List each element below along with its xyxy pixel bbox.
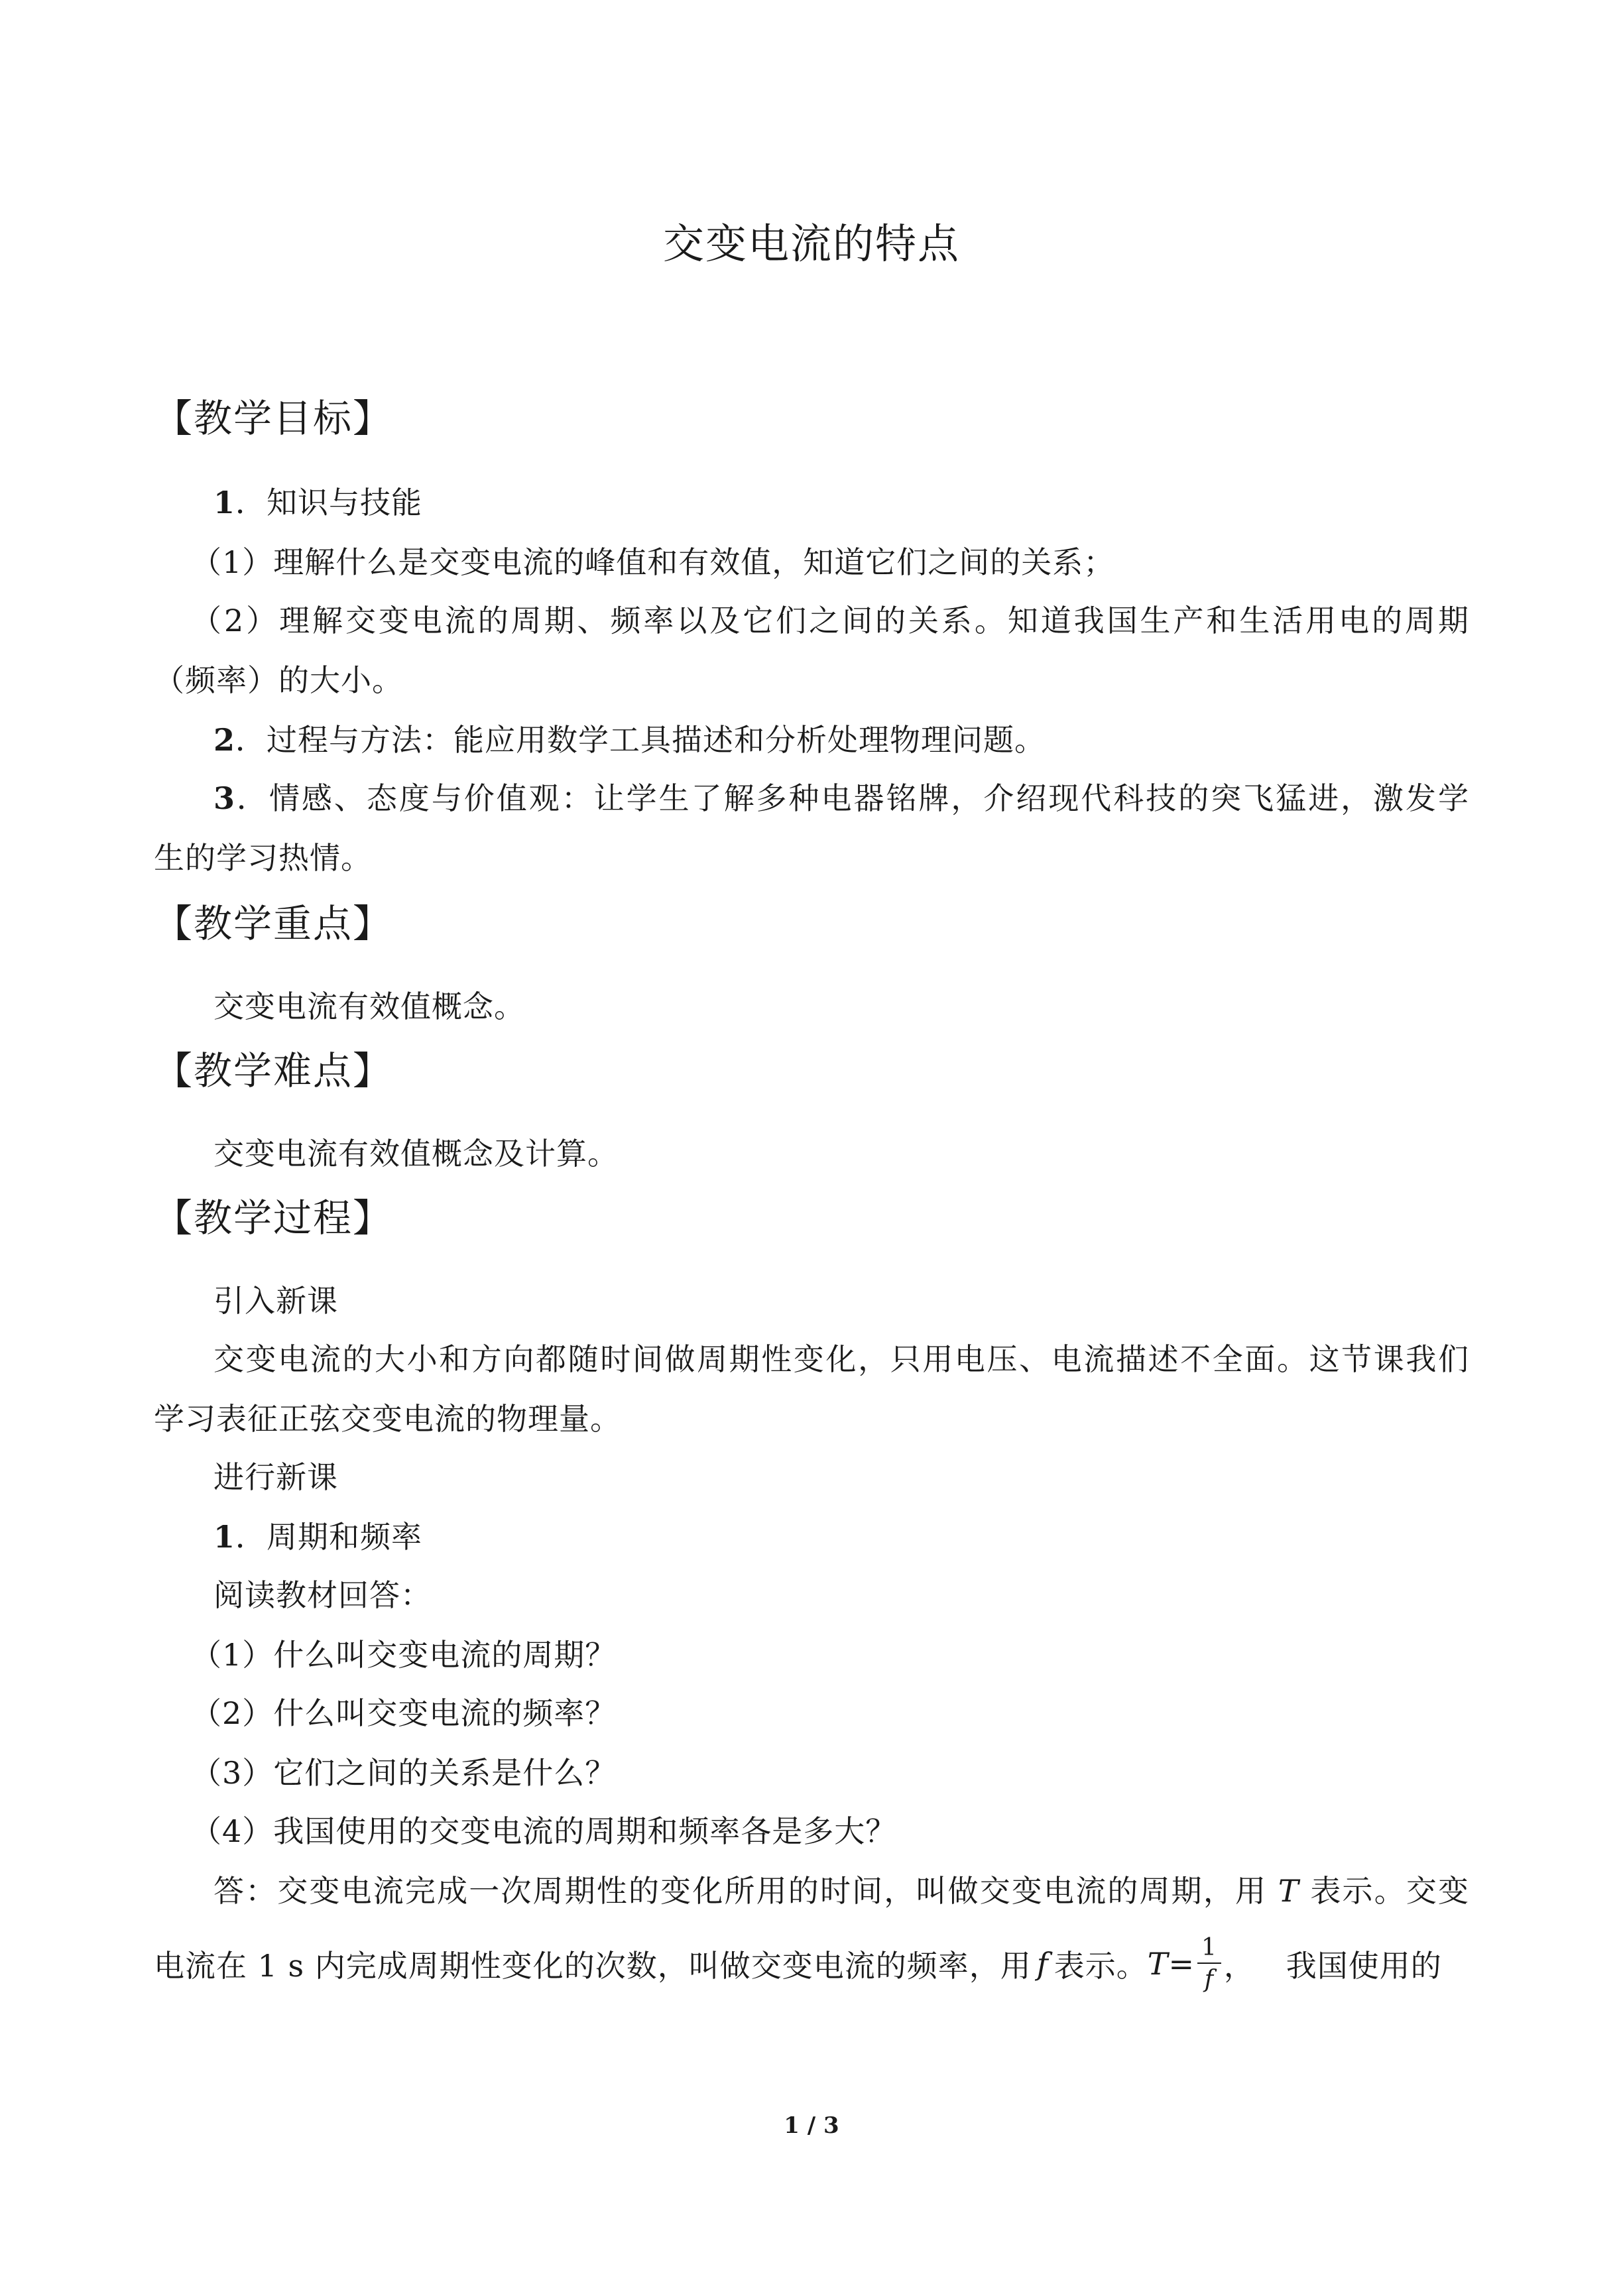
objective-sub-1: （1）理解什么是交变电流的峰值和有效值，知道它们之间的关系； (191, 544, 1115, 580)
item-text: ．情感、态度与价值观：让学生了解多种电器铭牌，介绍现代科技的突飞猛进，激发学 (235, 780, 1469, 816)
answer-line-1 (213, 1867, 1469, 1911)
answer-text: 电流在 1 s 内完成周期性变化的次数，叫做交变电流的频率，用 (154, 1948, 1032, 1984)
item-number: 3 (213, 780, 236, 816)
item-number: 1 (213, 485, 236, 520)
objective-item-3-line-2: 生的学习热情。 (154, 840, 372, 876)
period-symbol: T (1278, 1873, 1299, 1909)
item-text: ．知识与技能 (235, 485, 423, 520)
formula-lhs: T (1147, 1946, 1169, 1982)
answer-text: 表示。交变 (1310, 1873, 1470, 1909)
new-lesson-label: 进行新课 (213, 1459, 338, 1495)
page-title: 交变电流的特点 (662, 219, 960, 268)
objective-item-3-line-1 (213, 774, 1469, 818)
objective-sub-2-line-1: （2）理解交变电流的周期、频率以及它们之间的关系。知道我国生产和生活用电的周期 (191, 603, 1469, 638)
topic-number: 1 (213, 1519, 236, 1555)
item-text: ．过程与方法：能应用数学工具描述和分析处理物理问题。 (235, 722, 1046, 758)
read-prompt: 阅读教材回答： (213, 1577, 432, 1613)
key-points-text: 交变电流有效值概念。 (213, 989, 525, 1024)
question-4: （4）我国使用的交变电流的周期和频率各是多大？ (191, 1813, 897, 1849)
intro-label: 引入新课 (213, 1283, 338, 1319)
fraction-denominator: f (1204, 1966, 1215, 1993)
formula-fraction (1197, 1936, 1221, 1992)
question-3: （3）它们之间的关系是什么？ (191, 1755, 617, 1791)
answer-text: 答：交变电流完成一次周期性的变化所用的时间，叫做交变电流的周期，用 (213, 1873, 1268, 1909)
intro-line-1: 交变电流的大小和方向都随时间做周期性变化，只用电压、电流描述不全面。这节课我们 (213, 1341, 1469, 1377)
formula-equals: = (1168, 1946, 1195, 1982)
objective-sub-2-line-2: （频率）的大小。 (154, 662, 403, 698)
topic-text: ．周期和频率 (235, 1519, 423, 1555)
objectives-heading: 【教学目标】 (154, 396, 393, 441)
objective-item-1 (213, 479, 422, 522)
page-number: 1 / 3 (784, 2112, 839, 2139)
answer-text: ， 我国使用的 (1223, 1948, 1442, 1984)
fraction-numerator: 1 (1197, 1936, 1221, 1964)
difficulties-heading: 【教学难点】 (154, 1048, 393, 1093)
answer-text: 表示。 (1053, 1948, 1148, 1984)
difficulties-text: 交变电流有效值概念及计算。 (213, 1136, 619, 1172)
key-points-heading: 【教学重点】 (154, 901, 393, 946)
answer-line-2 (154, 1936, 1442, 1992)
frequency-symbol: f (1036, 1946, 1049, 1982)
topic-1 (213, 1513, 422, 1557)
item-number: 2 (213, 722, 236, 758)
objective-item-2 (213, 716, 1046, 760)
question-1: （1）什么叫交变电流的周期？ (191, 1637, 617, 1673)
intro-line-2: 学习表征正弦交变电流的物理量。 (154, 1401, 621, 1437)
process-heading: 【教学过程】 (154, 1195, 393, 1240)
question-2: （2）什么叫交变电流的频率？ (191, 1695, 617, 1731)
